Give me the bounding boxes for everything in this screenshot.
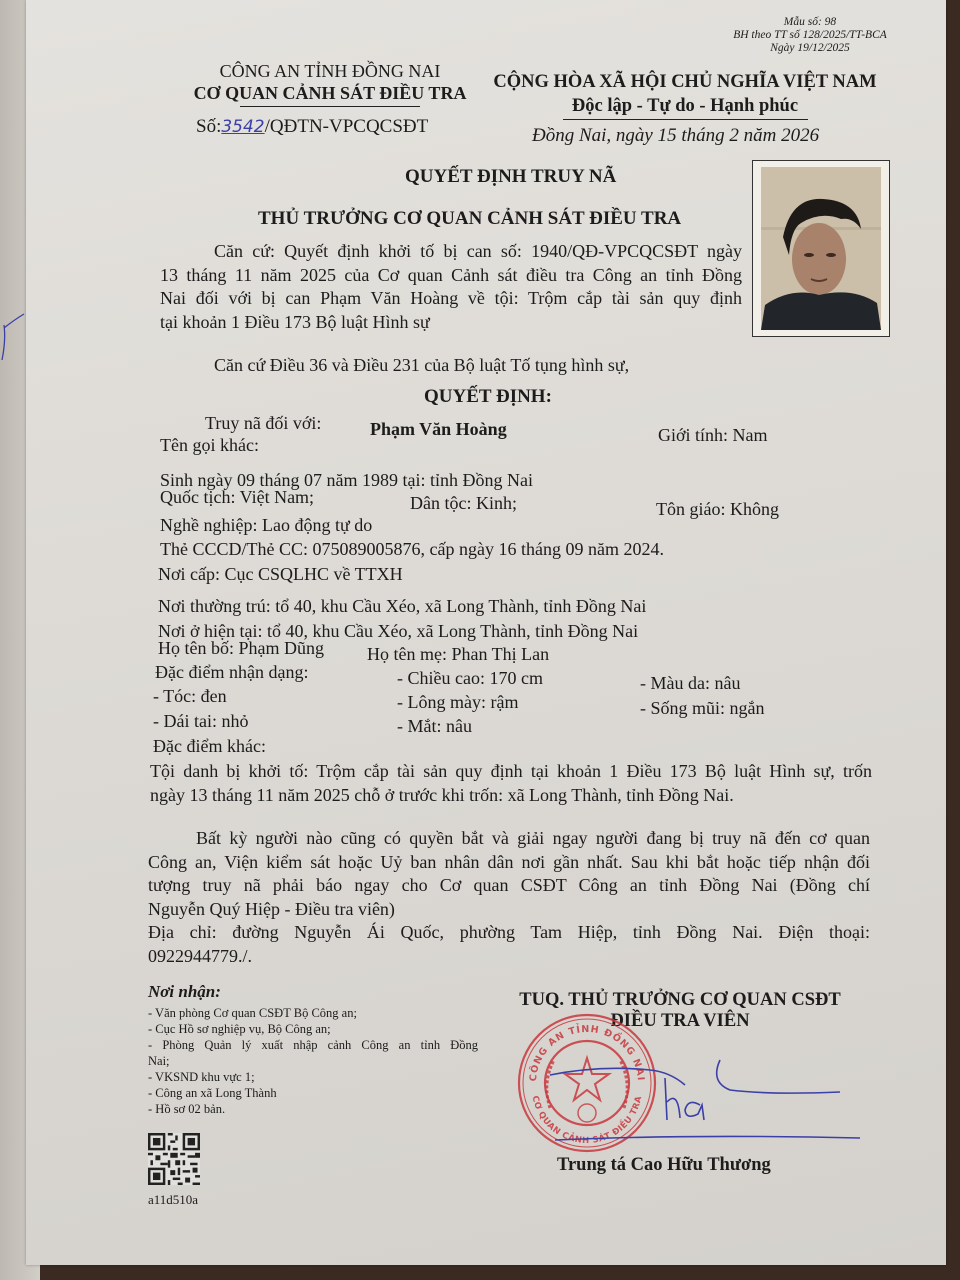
office-name: CƠ QUAN CẢNH SÁT ĐIỀU TRA — [193, 83, 467, 103]
signature-authority: TUQ. THỦ TRƯỞNG CƠ QUAN CSĐT — [519, 990, 841, 1010]
instruction-line: Địa chỉ: đường Nguyễn Ái Quốc, phường Tam Hiệp, tỉnh Đồng Nai. Điện thoại: — [148, 922, 870, 942]
recipient-item: - Cục Hồ sơ nghiệp vụ, Bộ Công an; — [148, 1022, 331, 1036]
instruction-line: Nguyễn Quý Hiệp - Điều tra viên) — [148, 898, 395, 919]
instruction-line: tượng truy nã phải báo ngay cho Cơ quan CSĐT Công an tỉnh Đồng Nai (Đồng chí — [148, 875, 870, 895]
form-regulation: BH theo TT số 128/2025/TT-BCA — [733, 29, 887, 41]
suspect-photo — [752, 160, 890, 337]
birth-info: Sinh ngày 09 tháng 07 năm 1989 tại: tỉnh Đồng Nai — [160, 470, 533, 490]
recipient-item: Nai; — [148, 1054, 170, 1068]
feature-eyebrows: - Lông mày: rậm — [397, 692, 519, 712]
pen-mark — [0, 300, 40, 370]
gender: Giới tính: Nam — [658, 425, 768, 445]
basis-paragraph — [160, 240, 742, 334]
instruction-paragraph — [148, 827, 870, 968]
current-address: Nơi ở hiện tại: tổ 40, khu Cầu Xéo, xã Long Thành, tỉnh Đồng Nai — [158, 621, 639, 641]
recipient-item: - Hồ sơ 02 bản. — [148, 1102, 226, 1116]
form-note — [725, 16, 895, 55]
feature-eyes: - Mắt: nâu — [397, 716, 472, 736]
recipient-item: - Văn phòng Cơ quan CSĐT Bộ Công an; — [148, 1006, 357, 1020]
recipient-item: - VKSND khu vực 1; — [148, 1070, 255, 1084]
recipients-list — [148, 1005, 478, 1117]
seal-bottom-text: CƠ QUAN CẢNH SÁT ĐIỀU TRA — [529, 1094, 645, 1147]
mother-name: Họ tên mẹ: Phan Thị Lan — [367, 644, 550, 664]
portrait-image — [761, 167, 881, 330]
religion: Tôn giáo: Không — [656, 499, 779, 519]
feature-nose: - Sống mũi: ngắn — [640, 698, 765, 718]
header-right-rule — [563, 119, 808, 120]
header-left — [160, 60, 500, 107]
instruction-line: Công an, Viện kiểm sát hoặc Uỷ ban nhân dân nơi gần nhất. Sau khi bắt hoặc tiếp nhận đối — [148, 851, 870, 872]
national-motto: Độc lập - Tự do - Hạnh phúc — [571, 96, 799, 116]
alias: Tên gọi khác: — [160, 435, 259, 455]
charge-line: ngày 13 tháng 11 năm 2025 chỗ ở trước khi trốn: xã Long Thành, tỉnh Đồng Nai. — [150, 784, 734, 805]
nationality: Quốc tịch: Việt Nam; — [160, 487, 315, 507]
father-name: Họ tên bố: Phạm Dũng — [158, 638, 324, 658]
signature-role: ĐIỀU TRA VIÊN — [610, 1011, 750, 1031]
ethnicity: Dân tộc: Kinh; — [410, 493, 517, 513]
form-number: Mẫu số: 98 — [783, 16, 837, 28]
header-right — [485, 70, 885, 120]
charge-line: Tội danh bị khởi tố: Trộm cắp tài sản quy định tại khoản 1 Điều 173 Bộ luật Hình sự, trốn — [150, 761, 872, 781]
basis-line: Nai đối với bị can Phạm Văn Hoàng về tội: Trộm cắp tài sản quy định — [160, 288, 742, 308]
instruction-line: Bất kỳ người nào cũng có quyền bắt và giải ngay người đang bị truy nã đến cơ quan — [196, 828, 870, 848]
feature-height: - Chiều cao: 170 cm — [397, 668, 543, 688]
decision-heading: QUYẾT ĐỊNH: — [424, 386, 552, 407]
basis-line: Căn cứ: Quyết định khởi tố bị can số: 1940/QĐ-VPCQCSĐT ngày — [214, 241, 742, 261]
form-date: Ngày 19/12/2025 — [770, 42, 850, 54]
handwritten-signature — [540, 1050, 870, 1150]
place-date: Đồng Nai, ngày 15 tháng 2 năm 2026 — [532, 125, 820, 146]
qr-code[interactable] — [148, 1133, 200, 1185]
agency-name: CÔNG AN TỈNH ĐỒNG NAI — [219, 61, 441, 81]
document-number: Số:3542/QĐTN-VPCQCSĐT — [196, 116, 429, 137]
basis-line: tại khoản 1 Điều 173 Bộ luật Hình sự — [160, 311, 430, 332]
seal-top-text: CÔNG AN TỈNH ĐỒNG NAI — [527, 1023, 647, 1082]
document-subtitle: THỦ TRƯỞNG CƠ QUAN CẢNH SÁT ĐIỀU TRA — [258, 208, 682, 229]
basis-line: 13 tháng 11 năm 2025 của Cơ quan Cảnh sát điều tra Công an tỉnh Đồng — [160, 264, 742, 285]
instruction-line: 0922944779./. — [148, 945, 253, 966]
id-card: Thẻ CCCD/Thẻ CC: 075089005876, cấp ngày 16 tháng 09 năm 2024. — [160, 539, 664, 559]
document-title: QUYẾT ĐỊNH TRUY NÃ — [405, 166, 617, 187]
recipients-heading: Nơi nhận: — [148, 982, 221, 1001]
wanted-name: Phạm Văn Hoàng — [370, 419, 507, 439]
country-name: CỘNG HÒA XÃ HỘI CHỦ NGHĨA VIỆT NAM — [493, 72, 877, 92]
wanted-label: Truy nã đối với: — [205, 413, 322, 433]
recipient-item: - Phòng Quản lý xuất nhập cảnh Công an tỉnh Đồng — [148, 1038, 478, 1052]
recipient-item: - Công an xã Long Thành — [148, 1086, 277, 1100]
signer-name: Trung tá Cao Hữu Thương — [557, 1155, 771, 1175]
feature-hair: - Tóc: đen — [153, 686, 227, 706]
feature-earlobe: - Dái tai: nhỏ — [153, 711, 249, 731]
charge-paragraph — [150, 760, 872, 807]
issued-by: Nơi cấp: Cục CSQLHC về TTXH — [158, 564, 403, 584]
header-left-rule — [240, 106, 420, 107]
feature-skin: - Màu da: nâu — [640, 673, 741, 693]
document-code: a11d510a — [148, 1192, 199, 1207]
other-features: Đặc điểm khác: — [153, 736, 266, 756]
basis-procedure: Căn cứ Điều 36 và Điều 231 của Bộ luật Tố tụng hình sự, — [214, 355, 630, 375]
occupation: Nghề nghiệp: Lao động tự do — [160, 515, 373, 535]
handwritten-number: 3542 — [221, 117, 265, 137]
permanent-address: Nơi thường trú: tổ 40, khu Cầu Xéo, xã Long Thành, tỉnh Đồng Nai — [158, 596, 647, 616]
features-label: Đặc điểm nhận dạng: — [155, 662, 309, 682]
